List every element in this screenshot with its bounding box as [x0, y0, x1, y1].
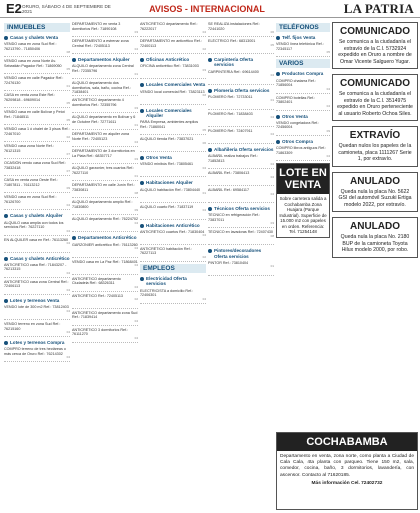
- classified-ad: ANTICRÉTICO habitación Ref.: 76227113 02: [140, 247, 206, 262]
- page-date: ORURO, SÁBADO 4 DE SEPTIEMBRE DE 2021: [22, 3, 111, 14]
- classified-ad: DEPARTAMENTO a estrenar zona Central Ref.: 72405113 04: [72, 39, 138, 54]
- classified-ad: ANTICRÉTICO casa Ref.: 71843207 - 76213315 04: [4, 263, 70, 278]
- classified-ad: ALQUILO departamento amplio Ref.: 71830800 09: [72, 200, 138, 215]
- bullet-icon: [4, 214, 8, 218]
- notice-box: [332, 74, 418, 121]
- classified-ad: TÉCNICO en refrigeración Ref.: 73837011 03: [208, 213, 274, 228]
- section-title: AVISOS - INTERNACIONAL: [149, 3, 265, 14]
- classified-ad: ALBAÑIL Ref.: 69584117 04: [208, 188, 274, 203]
- subsection-heading: Telf. fijos Venta: [276, 35, 330, 40]
- bullet-icon: [140, 156, 144, 160]
- classified-ad: CASA en venta zona Oeste Ref.: 71807811 - 76113212 09: [4, 178, 70, 193]
- classified-ad: ANTICRÉTICO casa zona Central Ref.: 72406113 04: [4, 280, 70, 295]
- bullet-icon: [140, 277, 144, 281]
- section-heading: TELÉFONOS: [276, 23, 330, 32]
- notice-title: ANULADO: [350, 221, 400, 232]
- classified-ad: ANTICRÉTICO departamento zona Sud Ref.: 71839414 04: [72, 311, 138, 326]
- bullet-icon: [72, 236, 76, 240]
- lote-text: Sobre carretera salida a Cochabamba Zona Huajara (Parque Industrial). Superficie de 15.000 m2 con papeles en orden. Referencia: Tel. 71254148: [279, 196, 327, 235]
- subsection-heading: Habitaciones Anticrético: [140, 223, 206, 228]
- classified-ad: ANTICRÉTICO 3 dormitorios Ref.: 76111270 04: [72, 328, 138, 343]
- subsection-heading: Locales Comerciales Alquiler: [140, 108, 206, 119]
- notice-title: COMUNICADO: [340, 26, 410, 37]
- classified-ad: ANTICRÉTICO cuartos Ref.: 71830404 04: [140, 230, 206, 245]
- section-heading: INMUEBLES: [4, 23, 70, 32]
- bullet-icon: [72, 58, 76, 62]
- classified-ad: PLOMERO Ref.: 72407911 04: [208, 129, 274, 144]
- subsection-heading: Casas y chalets Alquiler: [4, 213, 70, 218]
- subsection-heading: Locales Comerciales Venta: [140, 82, 206, 87]
- classified-ad: ALQUILO habitación Ref.: 73804440 01: [140, 188, 206, 203]
- classified-ad: PLOMERO Ref.: 71838403 04: [208, 112, 274, 127]
- column-1: [4, 22, 70, 509]
- subsection-heading: Electricidad Oferta servicios: [140, 276, 206, 287]
- classified-ad: VENDO casa en zona Sud Ref.: 76213790 - 71850406 08: [4, 42, 70, 57]
- classified-ad: CASA en venta zona Este Ref.: 76209818 - 69609014 05: [4, 93, 70, 108]
- notice-box: [332, 217, 418, 258]
- column-6: [332, 22, 418, 428]
- banner-text: Departamento en venta, zona norte, como planta a Ciudad de Cala Cala, 4ta planta con parqueo. Tiene 150 m2, sala, comedor, cocina, baño, 3 dormitorios, lavandería, con ascensor. Contacto al 71620185. Más información Cel. 72402732: [280, 454, 414, 486]
- subsection-heading: Albañilería Oferta servicios: [208, 147, 274, 152]
- subsection-heading: Lotes y terrenos Compra: [4, 340, 70, 345]
- classified-ad: VENDO terreno en zona Sud Ref.: 76215160 04: [4, 322, 70, 337]
- notice-text: Queda nula la placa No. 5622 GSI del automóvil Suzuki Ertiga modelo 2022, por extravío.: [338, 188, 412, 208]
- subsection-heading: Otros Venta: [276, 114, 330, 119]
- classified-ad: ALBAÑIL realiza trabajos Ref.: 71852813 04: [208, 154, 274, 169]
- classified-ad: ALQUILO departamento zona Central Ref.: 72355796 01: [72, 64, 138, 79]
- page-header: [0, 0, 420, 18]
- bullet-icon: [140, 181, 144, 185]
- bullet-icon: [140, 109, 144, 113]
- classified-ad: COMPRO terreno de tres hectáreas o más cerca de Oruro Ref.: 76214302 04: [4, 347, 70, 362]
- subsection-heading: Otros Venta: [140, 155, 206, 160]
- subsection-heading: Casas y chalets Anticrético: [4, 256, 70, 261]
- bullet-icon: [4, 299, 8, 303]
- classified-ad: ALQUILO departamento Ref.: 76224702 04: [72, 217, 138, 232]
- classified-ad: ALQUILO tienda Ref.: 73837021 06: [140, 137, 206, 152]
- section-heading: VARIOS: [276, 59, 330, 68]
- classified-ad: VENDO congeladora Ref.: 72456004 09: [276, 121, 330, 136]
- classified-ad: COMPRO libros antiguos Ref.: 71863309 04: [276, 146, 330, 161]
- classified-ad: VENDO local comercial Ref.: 73823113 02: [140, 90, 206, 105]
- classified-ad: GARZONIER anticrético Ref.: 76113260 04: [72, 243, 138, 258]
- cochabamba-ad: [276, 432, 418, 510]
- bullet-icon: [276, 115, 280, 119]
- classified-ad: DEPARTAMENTO en venta 3 dormitorios Ref.: 71890108 03: [72, 22, 138, 37]
- classified-ad: ANTICRÉTICO departamento 4 dormitorios Ref.: 72355796 03: [72, 98, 138, 113]
- column-3: [140, 22, 206, 509]
- bullet-icon: [208, 249, 212, 253]
- classified-ad: VENDO casa en calle Bolívar y Petot Ref.: 71848511 05: [4, 110, 70, 125]
- notice-title: COMUNICADO: [340, 78, 410, 89]
- bullet-icon: [208, 89, 212, 93]
- classified-ad: CARPINTERÍA Ref.: 69614400 04: [208, 70, 274, 85]
- classified-ad: ALQUILO departamento dos dormitorios, sala, baño, cocina Ref.: 71838401 05: [72, 81, 138, 97]
- lote-en-venta-ad: [276, 163, 330, 238]
- subsection-heading: Carpintería Oferta servicios: [208, 57, 274, 68]
- classified-ad: PLOMERO Ref.: 72733011 01: [208, 95, 274, 110]
- bullet-icon: [276, 72, 280, 76]
- notice-text: Se comunica a la ciudadanía el extravío de la C.I. 5732924 expedido en Oruro a nombre de Omar Vicente Salguero Yugar.: [338, 39, 412, 65]
- bullet-icon: [208, 207, 212, 211]
- classified-ad: ELECTRICISTA a domicilio Ref.: 72406301 04: [140, 289, 206, 304]
- notice-text: Quedan nulos los papeles de la camioneta, placa 1111267 Serie 1, por extravío.: [338, 143, 412, 162]
- classified-ad: VENDO casa zona Norte Ref.: 76121315 07: [4, 144, 70, 159]
- classified-ad: ALQUILO garzonier, tres cuartos Ref.: 76227110 01: [72, 166, 138, 181]
- classified-ad: VENDO casa en zona Norte Av. Sebastián Pagador Ref.: 71869050 05: [4, 59, 70, 74]
- bullet-icon: [4, 341, 8, 345]
- subsection-heading: Lotes y terrenos Venta: [4, 298, 70, 303]
- classified-ad: PINTOR Ref.: 73810404 01: [208, 261, 274, 276]
- column-2: [72, 22, 138, 509]
- classified-ad: EN ALQUILER casa en Ref.: 76113260 04: [4, 238, 70, 253]
- bullet-icon: [4, 257, 8, 261]
- classified-ad: DEPARTAMENTO en alquiler zona Norte Ref.: 72405123 04: [72, 132, 138, 147]
- notice-title: ANULADO: [350, 175, 400, 187]
- classified-ad: ALBAÑIL Ref.: 73806413 04: [208, 171, 274, 186]
- bullet-icon: [208, 148, 212, 152]
- bullet-icon: [4, 36, 8, 40]
- classified-ad: ELÉCTRICO Ref.: 68313001 05: [208, 39, 274, 54]
- bullet-icon: [276, 36, 280, 40]
- bullet-icon: [140, 224, 144, 228]
- notice-box: [332, 22, 418, 69]
- column-4: [208, 22, 274, 509]
- classified-ad: ANTICRÉTICO departamento Ciudadela Ref.: 68326311 04: [72, 277, 138, 292]
- subsection-heading: Pintores/decoradores Oferta servicios: [208, 248, 274, 259]
- bullet-icon: [208, 58, 212, 62]
- notice-title: EXTRAVÍO: [349, 130, 401, 141]
- classified-ad: DEPARTAMENTO en anticrético Ref.: 72400113 02: [140, 39, 206, 54]
- bullet-icon: [140, 83, 144, 87]
- subsection-heading: Otros Compra: [276, 139, 330, 144]
- subsection-heading: Técnicos Oferta servicios: [208, 206, 274, 211]
- classified-ad: OFICINA anticrético Ref.: 73831003 03: [140, 64, 206, 79]
- classified-ad: ANTICRÉTICO Ref.: 72405113 02: [72, 294, 138, 309]
- classified-ad: DEPARTAMENTO en calle Junín Ref.: 73830811 08: [72, 183, 138, 198]
- classified-ad: ALQUILO cuarto Ref.: 71837119 04: [140, 205, 206, 220]
- subsection-heading: Productos Compra: [276, 71, 330, 76]
- classified-ad: VENDO casa 1 ó chalet de 3 pisos Ref.: 72467010 02: [4, 127, 70, 142]
- classified-ad: COMPRO chatarra Ref.: 71856004 04: [276, 79, 330, 94]
- notice-text: Queda nula la placa No. 2180 BUP de la camioneta Toyota Hilux modelo 2000, por robo.: [340, 234, 410, 253]
- subsection-heading: Departamentos Alquiler: [72, 57, 138, 62]
- bullet-icon: [140, 58, 144, 62]
- lote-title: LOTE EN VENTA: [277, 164, 329, 194]
- section-heading: EMPLEOS: [140, 264, 206, 273]
- notice-box: [332, 172, 418, 213]
- subsection-heading: Habitaciones Alquiler: [140, 180, 206, 185]
- subsection-heading: Casas y chalets Venta: [4, 35, 70, 40]
- classified-ad: SE REALIZA instalaciones Ref.: 72441020 06: [208, 22, 274, 37]
- classified-ad: ALQUILO departamento en Bolívar y 6 de Octubre Ref.: 72771611 01: [72, 115, 138, 130]
- classified-ad: VENDO línea telefónica Ref.: 72345117 05: [276, 42, 330, 57]
- classified-ad: VENDO casa en La Paz Ref.: 71868401 04: [72, 260, 138, 275]
- classified-ad: ALQUILO casa amplia con todos los servicios Ref.: 76227110 04: [4, 221, 70, 236]
- banner-phone: Más información Cel. 72402732: [311, 480, 383, 486]
- classified-ad: OCASIÓN vendo casa zona Sud Ref.: 73832418 07: [4, 161, 70, 176]
- column-5: [276, 22, 330, 428]
- notice-text: Se comunica a la ciudadanía el extravío de la C.I. 3514975 expedido en Oruro perteneciente al usuario Roberto Ochoa Siles.: [337, 91, 413, 117]
- page-letter: E2: [6, 1, 22, 16]
- classified-ad: VENDO minibús Ref.: 73805461 04: [140, 162, 206, 177]
- notice-box: [332, 126, 418, 167]
- classified-ad: TÉCNICO en lavadoras Ref.: 72407430 08: [208, 230, 274, 245]
- classified-ad: DEPARTAMENTO de 3 dormitorios en La Plata Ref.: 68357717 03: [72, 149, 138, 164]
- classified-ad: ANTICRÉTICO departamento Ref.: 76222017 04: [140, 22, 206, 37]
- newspaper-logo: LA PATRIA: [343, 0, 414, 16]
- classified-ad: VENDO casa en calle Pagador Ref.: 72476130 01: [4, 76, 70, 91]
- classified-ad: VENDO lote de 300 m2 Ref.: 73812403 04: [4, 305, 70, 320]
- classified-ad: VENDO casa en zona Sud Ref.: 76126700 04: [4, 195, 70, 210]
- classified-ad: COMPRO botellas Ref.: 73802401 04: [276, 96, 330, 111]
- subsection-heading: Oficinas Anticrético: [140, 57, 206, 62]
- banner-title: COCHABAMBA: [277, 433, 417, 451]
- subsection-heading: Departamentos Anticrético: [72, 235, 138, 240]
- bullet-icon: [276, 140, 280, 144]
- classified-ad: PARA Empresa, ambientes amplios Ref.: 71860041 05: [140, 120, 206, 135]
- subsection-heading: Plomería Oferta servicios: [208, 88, 274, 93]
